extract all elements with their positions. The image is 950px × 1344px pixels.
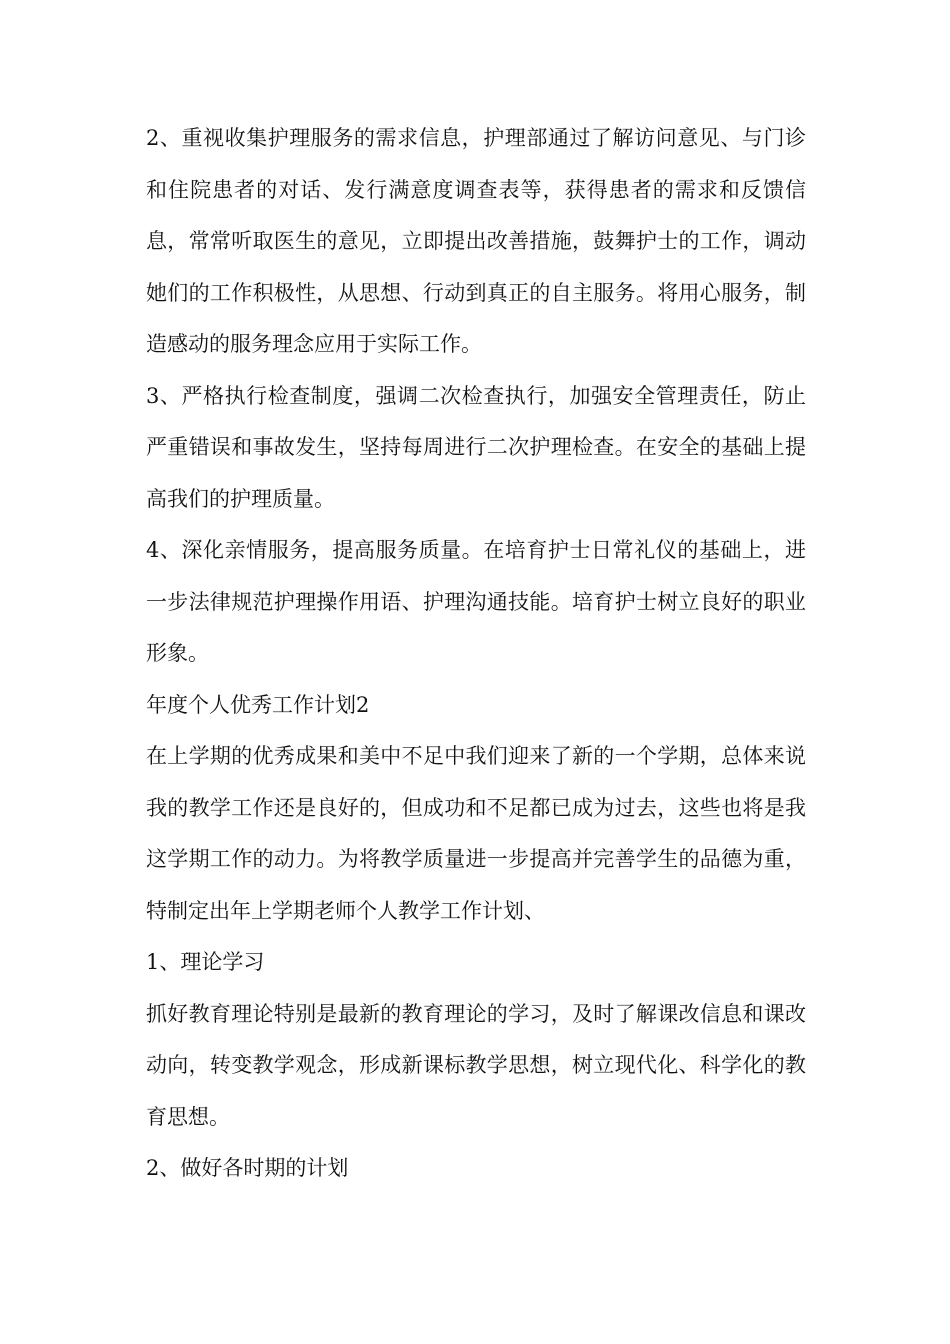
section-heading-plan-2: 年度个人优秀工作计划2 — [146, 692, 370, 717]
paragraph-nursing-feedback: 2、重视收集护理服务的需求信息，护理部通过了解访问意见、与门诊和住院患者的对话、发行满意度调查表等，获得患者的需求和反馈信息，常常听取医生的意见，立即提出改善措施，鼓舞护士的工作，调动她们的工作积极性，从思想、行动到真正的自主服务。将用心服务，制造感动的服务理念应用于实际工作。 — [146, 126, 806, 356]
paragraph-service-quality: 4、深化亲情服务，提高服务质量。在培育护士日常礼仪的基础上，进一步法律规范护理操作用语、护理沟通技能。培育护士树立良好的职业形象。 — [146, 538, 806, 665]
paragraph-theory-study: 抓好教育理论特别是最新的教育理论的学习，及时了解课改信息和课改动向，转变教学观念，形成新课标教学思想，树立现代化、科学化的教育思想。 — [146, 1001, 806, 1129]
item-heading-period-plans: 2、做好各时期的计划 — [146, 1156, 349, 1180]
document-body — [146, 113, 806, 1195]
paragraph-semester-intro: 在上学期的优秀成果和美中不足中我们迎来了新的一个学期，总体来说我的教学工作还是良好的，但成功和不足都已成为过去，这些也将是我这学期工作的动力。为将教学质量进一步提高并完善学生的品德为重，特制定出年上学期老师个人教学工作计划、 — [146, 744, 806, 923]
paragraph-inspection-system: 3、严格执行检查制度，强调二次检查执行，加强安全管理责任，防止严重错误和事故发生，坚持每周进行二次护理检查。在安全的基础上提高我们的护理质量。 — [146, 383, 806, 511]
item-heading-theory-study: 1、理论学习 — [146, 950, 265, 974]
